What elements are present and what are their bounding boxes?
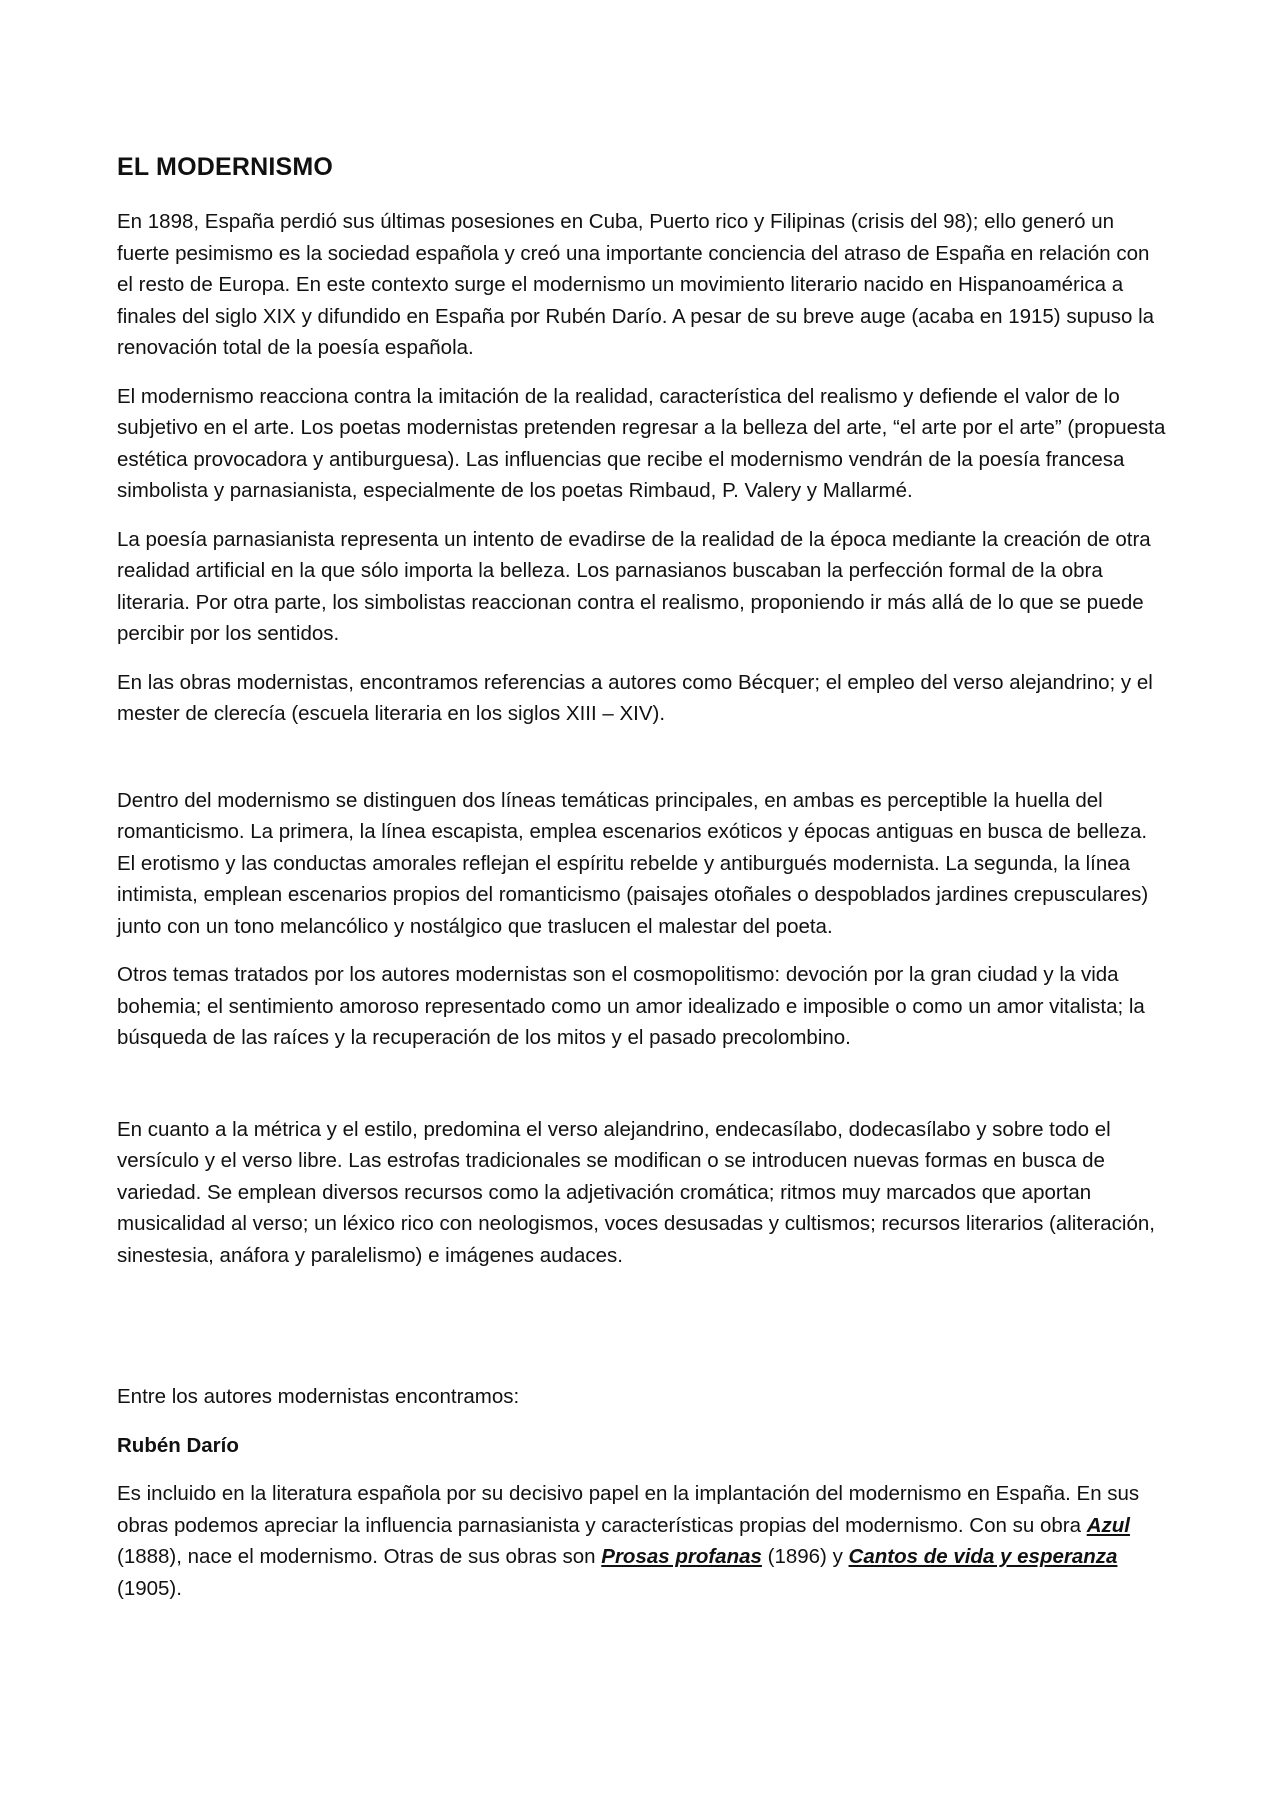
author-heading: Rubén Darío xyxy=(117,1433,239,1457)
paragraph-other-themes: Otros temas tratados por los autores modernistas son el cosmopolitismo: devoción por la gran ciudad y la vida bohemia; el sentimiento amoroso representado como un amor idealizado e imposible o como un amor vitalista; la búsqueda de las raíces y la recuperación de los mitos y el pasado precolombino. xyxy=(117,963,1145,1049)
paragraph-context: En 1898, España perdió sus últimas posesiones en Cuba, Puerto rico y Filipinas (crisis del 98); ello generó un fuerte pesimismo es la sociedad española y creó una importante conciencia del atraso de España en relación con el resto de Europa. En este contexto surge el modernismo un movimiento literario nacido en Hispanoamérica a finales del siglo XIX y difundido en España por Rubén Darío. A pesar de su breve auge (acaba en 1915) supuso la renovación total de la poesía española. xyxy=(117,210,1155,359)
paragraph-thematic-lines: Dentro del modernismo se distinguen dos líneas temáticas principales, en ambas es perceptible la huella del romanticismo. La primera, la línea escapista, emplea escenarios exóticos y épocas antiguas en busca de belleza. El erotismo y las conductas amorales reflejan el espíritu rebelde y antiburgués modernista. La segunda, la línea intimista, emplean escenarios propios del romanticismo (paisajes otoñales o despoblados jardines crepusculares) junto con un tono melancólico y nostálgico que traslucen el malestar del poeta. xyxy=(117,788,1149,938)
work-title-azul: Azul xyxy=(1086,1513,1130,1537)
paragraph-author-dario xyxy=(117,1478,1167,1604)
paragraph-metrics-style: En cuanto a la métrica y el estilo, predomina el verso alejandrino, endecasílabo, dodecasílabo y sobre todo el versículo y el verso libre. Las estrofas tradicionales se modifican o se introducen nuevas formas en busca de variedad. Se emplean diversos recursos como la adjetivación cromática; ritmos muy marcados que aportan musicalidad al verso; un léxico rico con neologismos, voces desusadas y cultismos; recursos literarios (aliteración, sinestesia, anáfora y paralelismo) e imágenes audaces. xyxy=(117,1117,1155,1267)
paragraph-authors-intro: Entre los autores modernistas encontramos: xyxy=(117,1385,520,1408)
work-title-prosas-profanas: Prosas profanas xyxy=(601,1545,762,1568)
document-body xyxy=(117,150,1167,1621)
paragraph-reaction: El modernismo reacciona contra la imitación de la realidad, característica del realismo y defiende el valor de lo subjetivo en el arte. Los poetas modernistas pretenden regresar a la belleza del arte, “el arte por el arte” (propuesta estética provocadora y antiburguesa). Las influencias que recibe el modernismo vendrán de la poesía francesa simbolista y parnasianista, especialmente de los poetas Rimbaud, P. Valery y Mallarmé. xyxy=(117,384,1166,502)
paragraph-parnasianism: La poesía parnasianista representa un intento de evadirse de la realidad de la época mediante la creación de otra realidad artificial en la que sólo importa la belleza. Los parnasianos buscaban la perfección formal de la obra literaria. Por otra parte, los simbolistas reaccionan contra el realismo, proponiendo ir más allá de lo que se puede percibir por los sentidos. xyxy=(117,527,1151,645)
work-title-cantos-de-vida: Cantos de vida y esperanza xyxy=(848,1545,1118,1568)
author-text-segment: (1896) y xyxy=(761,1545,849,1568)
paragraph-references: En las obras modernistas, encontramos referencias a autores como Bécquer; el empleo del verso alejandrino; y el mester de clerecía (escuela literaria en los siglos XIII – XIV). xyxy=(117,670,1153,725)
author-text-segment: (1888), nace el modernismo. Otras de sus obras son xyxy=(117,1545,602,1568)
author-text-segment: (1905). xyxy=(117,1576,182,1600)
author-text-segment: Es incluido en la literatura española por su decisivo papel en la implantación del modernismo en España. En sus obras podemos apreciar la influencia parnasianista y características propias del modernismo. Con su obra xyxy=(117,1482,1140,1537)
document-title: EL MODERNISMO xyxy=(117,153,334,181)
